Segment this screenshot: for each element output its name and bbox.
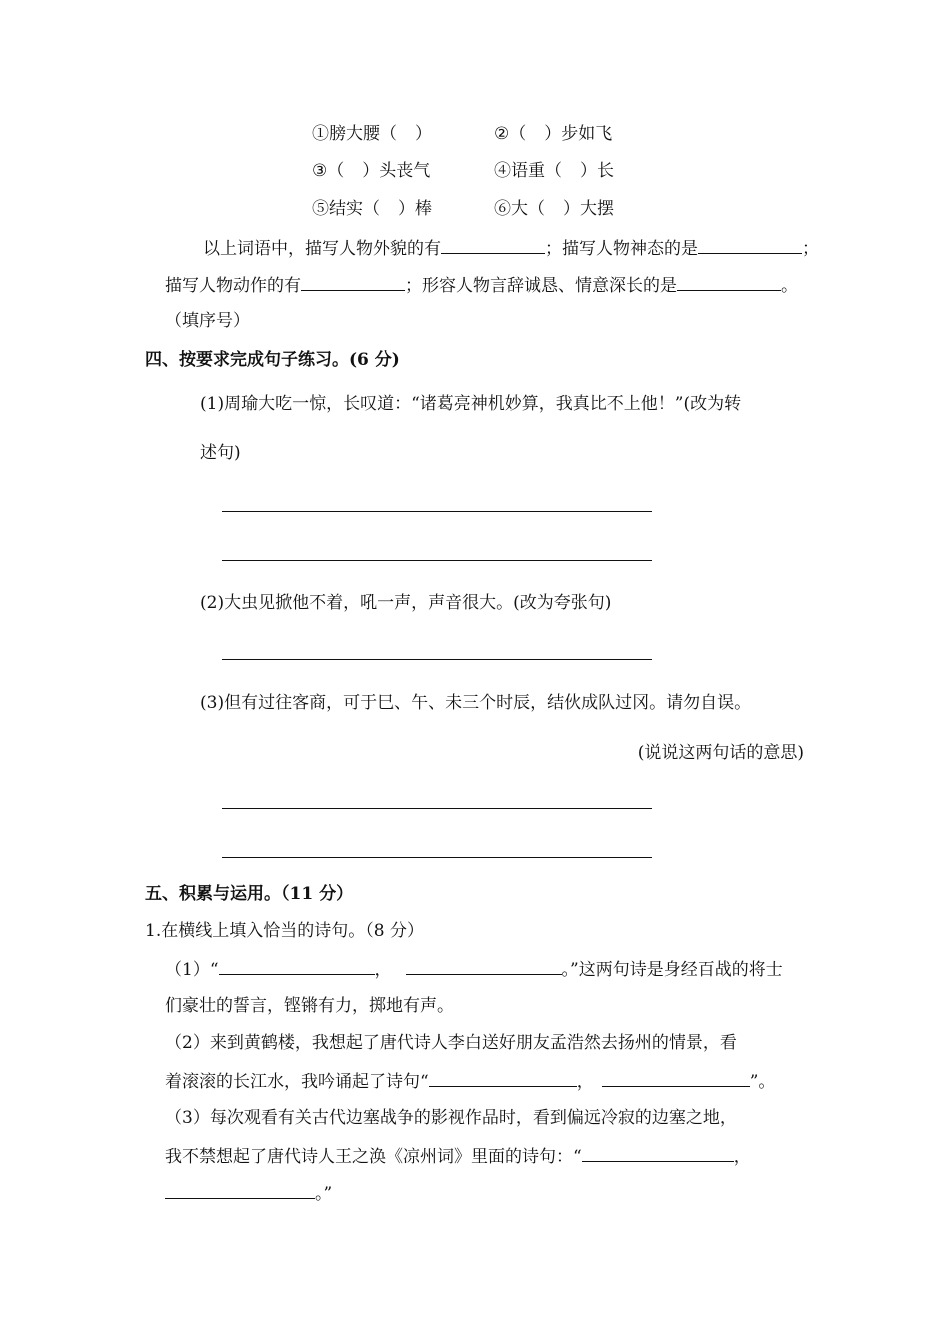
word-item: ⑤结实（ ）棒: [312, 199, 432, 219]
section-4-q1-line-1: (1)周瑜大吃一惊，长叹道：“诸葛亮神机妙算，我真比不上他！”(改为转: [200, 394, 742, 414]
word-item: ③（ ）头丧气: [312, 161, 431, 181]
word-item: ④语重（ ）长: [494, 161, 614, 181]
word-item: ①膀大腰（ ）: [312, 124, 432, 144]
answer-line[interactable]: [222, 511, 652, 512]
poem-q3-line-3: 。”: [165, 1181, 332, 1206]
poem-q2-line-1: （2）来到黄鹤楼，我想起了唐代诗人李白送好朋友孟浩然去扬州的情景，看: [165, 1033, 737, 1053]
answer-blank[interactable]: [698, 235, 802, 254]
word-item: ⑥大（ ）大摆: [494, 199, 614, 219]
poem-blank[interactable]: [429, 1069, 577, 1087]
answer-blank[interactable]: [301, 272, 405, 291]
answer-line[interactable]: [222, 659, 652, 660]
section-4-q3-note: (说说这两句话的意思): [637, 743, 804, 763]
answer-line[interactable]: [222, 560, 652, 561]
poem-blank[interactable]: [582, 1144, 734, 1162]
classify-note: （填序号）: [165, 311, 250, 331]
word-item: ②（ ）步如飞: [494, 124, 613, 144]
poem-q1-line-2: 们豪壮的誓言，铿锵有力，掷地有声。: [165, 996, 454, 1016]
poem-blank[interactable]: [165, 1181, 315, 1199]
poem-blank[interactable]: [219, 957, 375, 975]
section-5-sub-1: 1.在横线上填入恰当的诗句。（8 分）: [145, 921, 424, 941]
answer-blank[interactable]: [677, 272, 781, 291]
section-5-title: 五、积累与运用。（11 分）: [145, 884, 354, 904]
poem-q3-line-2: 我不禁想起了唐代诗人王之涣《凉州词》里面的诗句：“ ，: [165, 1144, 751, 1169]
poem-blank[interactable]: [406, 957, 562, 975]
answer-line[interactable]: [222, 857, 652, 858]
answer-blank[interactable]: [441, 235, 545, 254]
poem-blank[interactable]: [602, 1069, 750, 1087]
section-4-q2: (2)大虫见掀他不着，吼一声，声音很大。(改为夸张句): [200, 593, 612, 613]
poem-q2-line-2: 着滚滚的长江水，我吟诵起了诗句“ ， ”。: [165, 1069, 775, 1094]
classify-line-1: 以上词语中，描写人物外貌的有 ；描写人物神态的是 ；: [203, 235, 819, 261]
section-4-title: 四、按要求完成句子练习。(6 分): [145, 350, 400, 370]
section-4-q1-line-2: 述句): [200, 443, 241, 463]
section-4-q3: (3)但有过往客商，可于巳、午、未三个时辰，结伙成队过冈。请勿自误。: [200, 693, 752, 713]
answer-line[interactable]: [222, 808, 652, 809]
poem-q3-line-1: （3）每次观看有关古代边塞战争的影视作品时，看到偏远冷寂的边塞之地，: [165, 1108, 737, 1128]
classify-line-2: 描写人物动作的有 ；形容人物言辞诚恳、情意深长的是 。: [165, 272, 798, 298]
poem-q1-line-1: （1）“ ， 。”这两句诗是身经百战的将士: [165, 957, 783, 982]
